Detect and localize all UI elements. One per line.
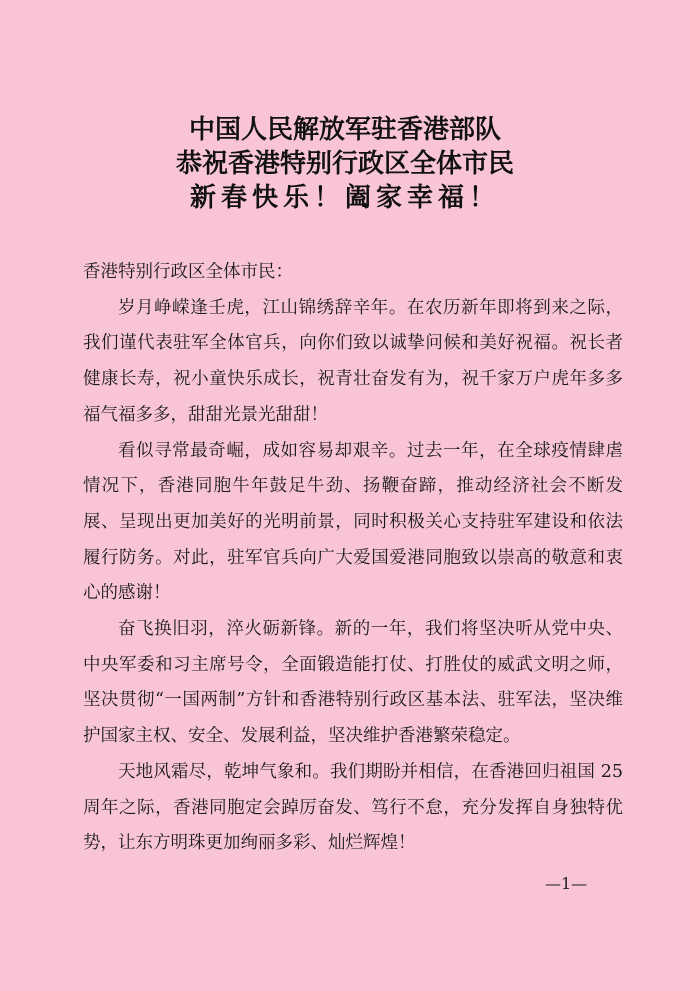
paragraph-1: 岁月峥嵘逢壬虎，江山锦绣辞辛年。在农历新年即将到来之际，我们谨代表驻军全体官兵，向你们致以诚挚问候和美好祝福。祝长者健康长寿，祝小童快乐成长，祝青壮奋发有为，祝千家万户虎年多多福气福多多，甜甜光景光甜甜！ xyxy=(83,297,623,425)
title-line-3: 新春快乐！阖家幸福！ xyxy=(189,183,500,213)
salutation: 香港特别行政区全体市民： xyxy=(83,262,293,282)
document-title xyxy=(0,113,690,215)
paragraph-2: 看似寻常最奇崛，成如容易却艰辛。过去一年，在全球疫情肆虐情况下，香港同胞牛年鼓足牛劲、扬鞭奋蹄，推动经济社会不断发展、呈现出更加美好的光明前景，同时积极关心支持驻军建设和依法履行防务。对此，驻军官兵向广大爱国爱港同胞致以崇高的敬意和衷心的感谢！ xyxy=(83,440,623,604)
paragraph-4: 天地风霜尽，乾坤气象和。我们期盼并相信，在香港回归祖国 25 周年之际，香港同胞定会踔厉奋发、笃行不怠，充分发挥自身独特优势，让东方明珠更加绚丽多彩、灿烂辉煌！ xyxy=(83,761,623,854)
title-line-1: 中国人民解放军驻香港部队 xyxy=(188,115,501,145)
letter-body xyxy=(83,255,623,862)
page-number: —1— xyxy=(545,874,588,893)
paragraph-3: 奋飞换旧羽，淬火砺新锋。新的一年，我们将坚决听从党中央、中央军委和习主席号令，全面锻造能打仗、打胜仗的威武文明之师，坚决贯彻“一国两制”方针和香港特别行政区基本法、驻军法，坚决维护国家主权、安全、发展利益，坚决维护香港繁荣稳定。 xyxy=(83,619,623,747)
title-line-2: 恭祝香港特别行政区全体市民 xyxy=(175,149,514,179)
